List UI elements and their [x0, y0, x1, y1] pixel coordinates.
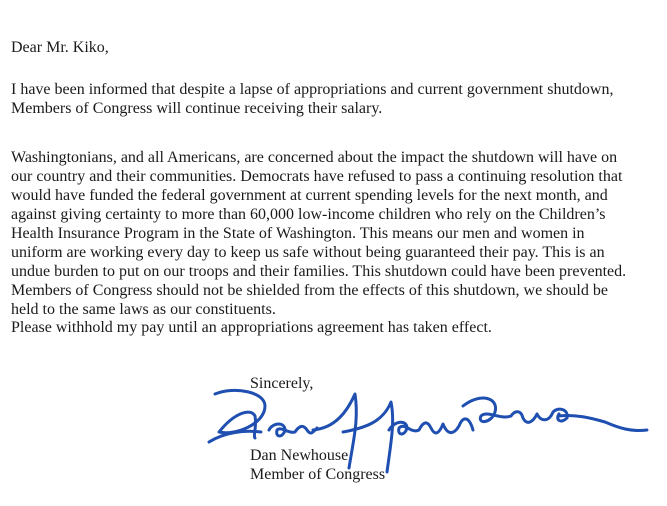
- signer-name: Dan Newhouse: [250, 447, 349, 464]
- paragraph-2: [11, 148, 626, 319]
- paragraph-line: would have funded the federal government at current spending levels for the next month, and: [11, 187, 608, 204]
- paragraph-line: held to the same laws as our constituents.: [11, 301, 276, 318]
- paragraph-line: undue burden to put on our troops and their families. This shutdown could have been prevented.: [11, 263, 627, 280]
- signer-title: Member of Congress: [250, 466, 386, 483]
- handwritten-signature: [195, 372, 655, 506]
- paragraph-line: against giving certainty to more than 60,000 low-income children who rely on the Children’s: [11, 206, 606, 223]
- closing: Sincerely,: [250, 375, 314, 392]
- paragraph-line: our country and their communities. Democrats have refused to pass a continuing resolution that: [11, 168, 623, 185]
- signature-stroke: [559, 415, 647, 430]
- paragraph-line: Members of Congress will continue receiving their salary.: [11, 100, 383, 117]
- paragraph-line: Washingtonians, and all Americans, are concerned about the impact the shutdown will have on: [11, 149, 618, 166]
- signature-stroke: [269, 424, 317, 436]
- signature-stroke: [463, 398, 567, 422]
- signature-stroke: [389, 419, 473, 434]
- paragraph-line: I have been informed that despite a lapse of appropriations and current government shutdown,: [11, 81, 614, 98]
- paragraph-line: uniform are working every day to keep us safe without being guaranteed their pay. This is an: [11, 244, 605, 261]
- paragraph-line: Health Insurance Program in the State of Washington. This means our men and women in: [11, 225, 585, 242]
- paragraph-3: [11, 318, 492, 337]
- salutation: Dear Mr. Kiko,: [11, 39, 109, 56]
- paragraph-1: [11, 80, 613, 118]
- paragraph-line: Please withhold my pay until an appropriations agreement has taken effect.: [11, 319, 492, 336]
- paragraph-line: Members of Congress should not be shielded from the effects of this shutdown, we should be: [11, 282, 608, 299]
